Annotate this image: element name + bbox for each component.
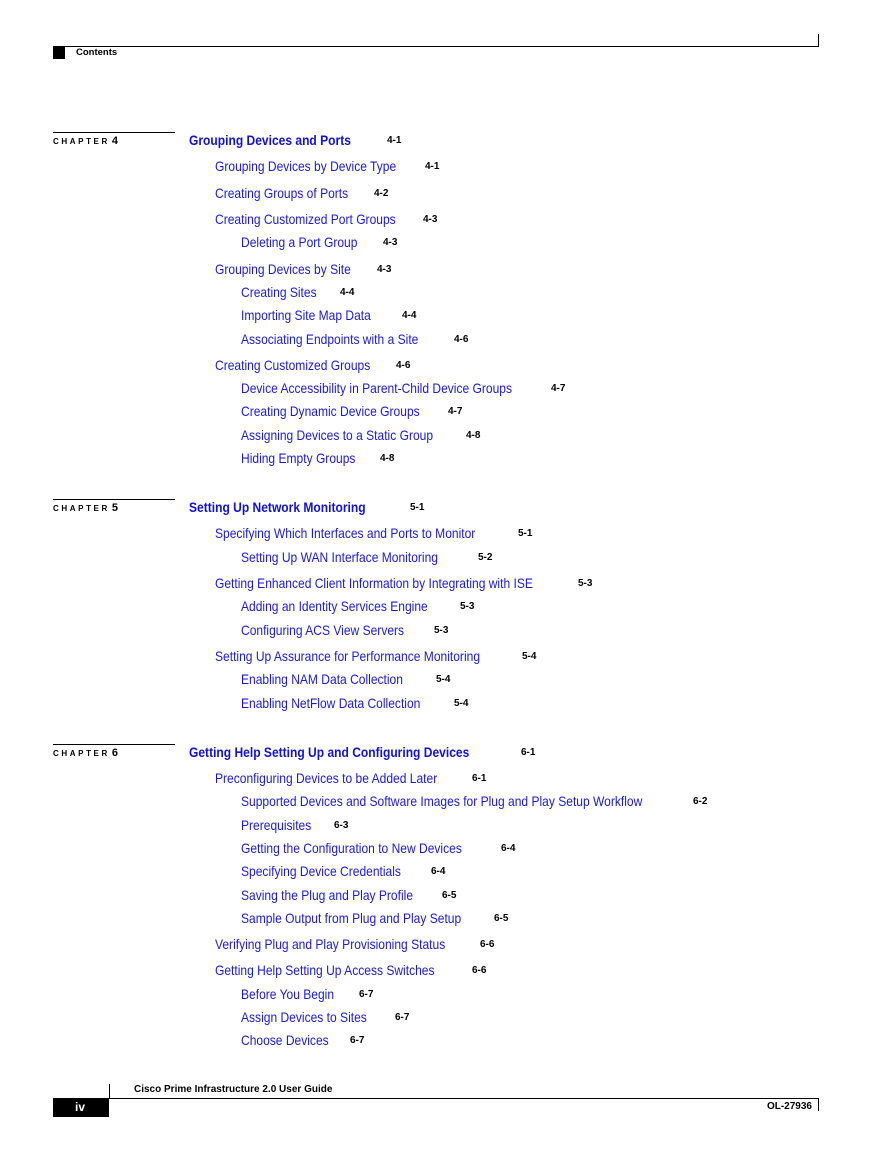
toc-entry[interactable] [241,863,446,880]
toc-link[interactable]: Getting Enhanced Client Information by Integrating with ISE [215,575,533,591]
chapter-4-rule [53,132,175,133]
page-number: 4-6 [396,360,411,371]
toc-link[interactable]: Enabling NetFlow Data Collection [241,695,421,711]
header-section-title: Contents [76,47,118,58]
toc-entry[interactable] [241,331,469,348]
chapter-6-label [53,748,118,759]
toc-entry[interactable] [215,211,438,228]
toc-link[interactable]: Device Accessibility in Parent-Child Device Groups [241,380,513,396]
page-number: 4-2 [374,188,389,199]
page-number: 6-4 [431,866,446,877]
toc-entry[interactable] [215,962,487,979]
page-number: 4-4 [402,310,417,321]
chapter-number: 6 [111,747,118,759]
toc-entry[interactable] [241,403,463,420]
toc-entry[interactable] [241,887,457,904]
toc-link[interactable]: Before You Begin [241,986,335,1002]
page-number: 6-3 [334,820,349,831]
page-number: 5-4 [436,674,451,685]
footer-tick-right [818,1098,819,1111]
toc-entry[interactable] [189,132,402,149]
toc-link[interactable]: Assign Devices to Sites [241,1009,367,1025]
page-number: 5-4 [454,698,469,709]
chapter-6-rule [53,744,175,745]
toc-entry[interactable] [189,744,536,761]
toc-entry[interactable] [241,840,516,857]
page-number: 5-3 [434,625,449,636]
page-number: 5-2 [478,552,493,563]
toc-link[interactable]: Supported Devices and Software Images for Plug and Play Setup Workflow [241,793,643,809]
toc-entry[interactable] [241,307,417,324]
toc-link[interactable]: Getting Help Setting Up and Configuring Devices [189,744,470,760]
toc-link[interactable]: Creating Groups of Ports [215,185,349,201]
toc-link[interactable]: Saving the Plug and Play Profile [241,887,414,903]
page-number: 5-1 [518,528,533,539]
page-number: 4-3 [383,237,398,248]
toc-entry[interactable] [215,525,533,542]
toc-entry[interactable] [215,185,389,202]
page-number: 5-1 [410,502,425,513]
chapter-word: CHAPTER [53,749,110,758]
footer-tick-left [109,1084,110,1098]
chapter-number: 4 [111,135,118,147]
chapter-4-label [53,136,118,147]
toc-entry[interactable] [241,234,398,251]
toc-entry[interactable] [241,380,566,397]
chapter-number: 5 [111,502,118,514]
toc-entry[interactable] [241,622,449,639]
toc-entry[interactable] [215,648,537,665]
footer-rule [109,1098,819,1099]
toc-link[interactable]: Importing Site Map Data [241,307,371,323]
page-number: 5-4 [522,651,537,662]
toc-link[interactable]: Verifying Plug and Play Provisioning Status [215,936,446,952]
toc-entry[interactable] [215,575,593,592]
toc-link[interactable]: Creating Sites [241,284,317,300]
toc-entry[interactable] [215,357,411,374]
toc-entry[interactable] [241,1032,365,1049]
page-number: 6-6 [472,965,487,976]
toc-entry[interactable] [215,770,487,787]
page-number: 6-7 [359,989,374,1000]
toc-link[interactable]: Grouping Devices and Ports [189,132,351,148]
toc-link[interactable]: Specifying Device Credentials [241,863,401,879]
toc-link[interactable]: Setting Up WAN Interface Monitoring [241,549,438,565]
toc-link[interactable]: Choose Devices [241,1032,329,1048]
toc-entry[interactable] [241,793,708,810]
toc-link[interactable]: Adding an Identity Services Engine [241,598,428,614]
toc-entry[interactable] [241,695,469,712]
page-number: 6-2 [693,796,708,807]
toc-link[interactable]: Prerequisites [241,817,312,833]
toc-link[interactable]: Grouping Devices by Device Type [215,158,397,174]
toc-link[interactable]: Creating Dynamic Device Groups [241,403,420,419]
toc-link[interactable]: Setting Up Network Monitoring [189,499,366,515]
toc-link[interactable]: Hiding Empty Groups [241,450,356,466]
toc-link[interactable]: Getting the Configuration to New Devices [241,840,462,856]
page-number: 6-1 [472,773,487,784]
toc-entry[interactable] [215,158,440,175]
header-tick [818,34,819,47]
header-marker [53,47,65,59]
toc-entry[interactable] [241,284,355,301]
toc-entry[interactable] [215,936,495,953]
toc-link[interactable]: Configuring ACS View Servers [241,622,405,638]
toc-entry[interactable] [241,598,475,615]
page-number: 4-3 [377,264,392,275]
toc-entry[interactable] [241,549,493,566]
toc-link[interactable]: Setting Up Assurance for Performance Monitoring [215,648,481,664]
toc-link[interactable]: Preconfiguring Devices to be Added Later [215,770,438,786]
toc-link[interactable]: Specifying Which Interfaces and Ports to Monitor [215,525,476,541]
page-number: 5-3 [578,578,593,589]
page-number: 4-4 [340,287,355,298]
toc-entry[interactable] [241,427,481,444]
page-number: 5-3 [460,601,475,612]
page-number: 4-8 [466,430,481,441]
footer-guide-title: Cisco Prime Infrastructure 2.0 User Guide [134,1084,333,1095]
toc-link[interactable]: Creating Customized Port Groups [215,211,396,227]
page-number: 6-7 [395,1012,410,1023]
toc-entry[interactable] [241,450,395,467]
toc-entry[interactable] [189,499,425,516]
page-number: 6-6 [480,939,495,950]
toc-link[interactable]: Getting Help Setting Up Access Switches [215,962,435,978]
page-number: 4-7 [448,406,463,417]
page-number: 4-6 [454,334,469,345]
page-number: 6-1 [521,747,536,758]
toc-link[interactable]: Enabling NAM Data Collection [241,671,403,687]
toc-link[interactable]: Creating Customized Groups [215,357,371,373]
footer-doc-number: OL-27936 [766,1101,812,1112]
page-number: 4-1 [425,161,440,172]
toc-entry[interactable] [241,910,509,927]
toc-entry[interactable] [215,261,392,278]
header-rule [53,46,819,47]
toc-link[interactable]: Grouping Devices by Site [215,261,351,277]
footer-page-number: iv [53,1098,109,1117]
chapter-word: CHAPTER [53,504,110,513]
toc-entry[interactable] [241,1009,410,1026]
toc-entry[interactable] [241,986,374,1003]
page-number: 4-3 [423,214,438,225]
toc-entry[interactable] [241,817,349,834]
page-number: 4-7 [551,383,566,394]
toc-link[interactable]: Deleting a Port Group [241,234,358,250]
toc-link[interactable]: Associating Endpoints with a Site [241,331,419,347]
page-number: 6-7 [350,1035,365,1046]
page-number: 6-5 [494,913,509,924]
toc-link[interactable]: Sample Output from Plug and Play Setup [241,910,462,926]
chapter-5-rule [53,499,175,500]
page-number: 4-8 [380,453,395,464]
page-number: 6-4 [501,843,516,854]
page-number: 6-5 [442,890,457,901]
toc-link[interactable]: Assigning Devices to a Static Group [241,427,434,443]
toc-entry[interactable] [241,671,451,688]
chapter-5-label [53,503,118,514]
page-number: 4-1 [387,135,402,146]
chapter-word: CHAPTER [53,137,110,146]
